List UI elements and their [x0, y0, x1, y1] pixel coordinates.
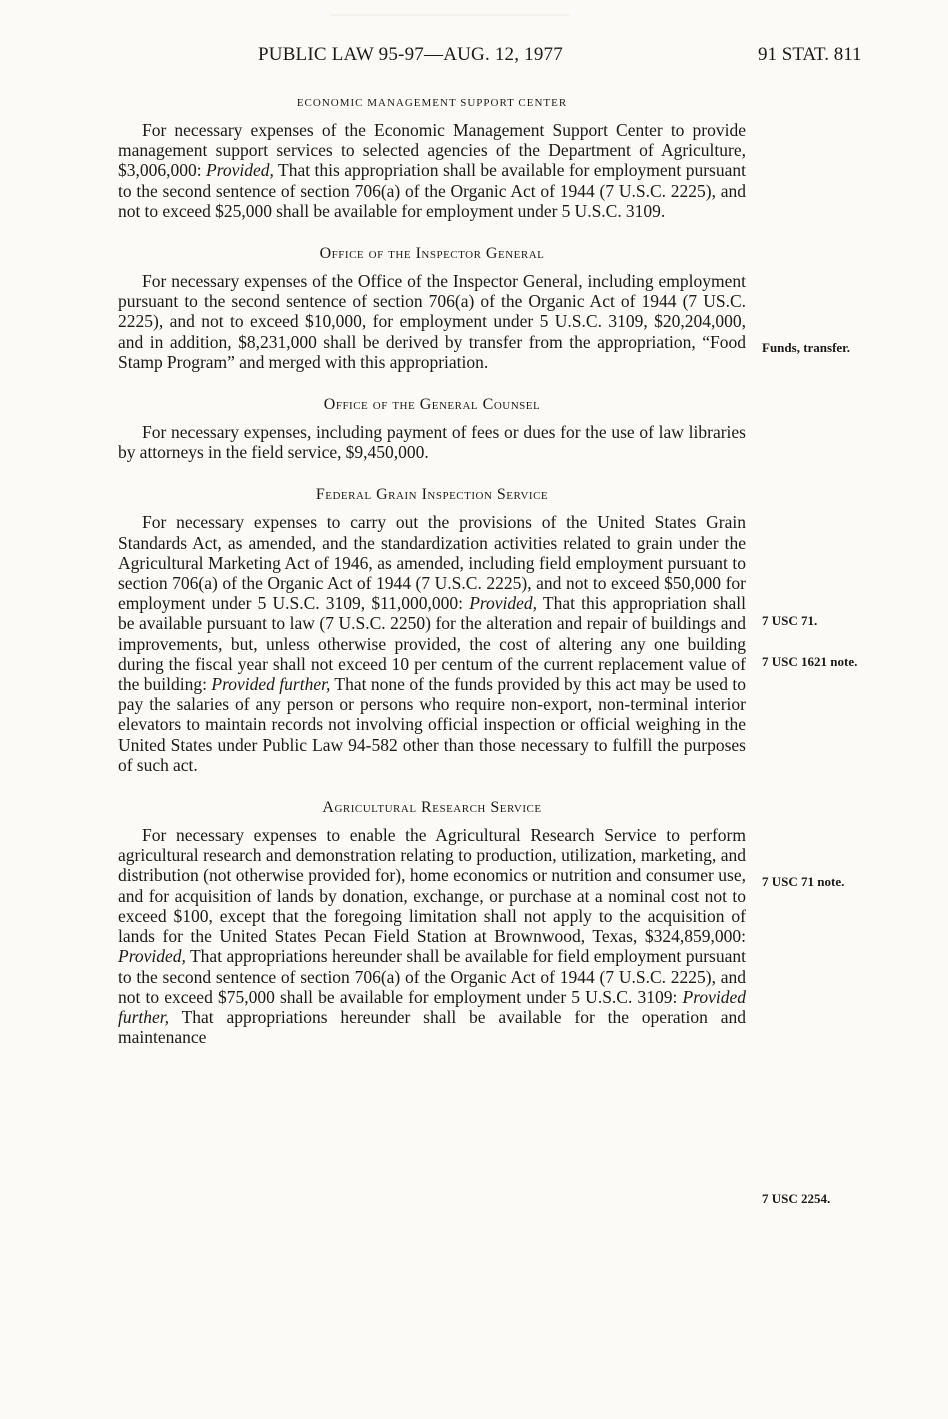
- section-body: For necessary expenses, including payment of fees or dues for the use of law libraries by attorneys in the field service, $9,450,000.: [118, 422, 746, 463]
- section-economic-management: [118, 92, 746, 221]
- section-grain-inspection: [118, 484, 746, 775]
- page-header: [0, 44, 948, 74]
- main-text-column: [118, 92, 746, 1069]
- section-body: For necessary expenses to enable the Agricultural Research Service to perform agricultural research and demonstration relating to production, utilization, marketing, and distribution (not otherwise provided for), home economics or nutrition and consumer use, and for acquisition of lands by donation, exchange, or purchase at a nominal cost not to exceed $100, except that the foregoing limitation shall not apply to the acquisition of lands for the United States Pecan Field Station at Brownwood, Texas, $324,859,000: Provided, That appropriations hereunder shall be available for field employment pursuant to the second sentence of section 706(a) of the Organic Act of 1944 (7 U.S.C. 2225), and not to exceed $75,000 shall be available for employment under 5 U.S.C. 3109: Provided further, That appropriations hereunder shall be available for the operation and maintenance: [118, 825, 746, 1048]
- section-body: For necessary expenses to carry out the provisions of the United States Grain Standards Act, as amended, and the standardization activities related to grain under the Agricultural Marketing Act of 1946, as amended, including field employment pursuant to section 706(a) of the Organic Act of 1944 (7 U.S.C. 2225), and not to exceed $50,000 for employment under 5 U.S.C. 3109, $11,000,000: Provided, That this appropriation shall be available pursuant to law (7 U.S.C. 2250) for the alteration and repair of buildings and improvements, but, unless otherwise provided, the cost of altering any one building during the fiscal year shall not exceed 10 per centum of the current replacement value of the building: Provided further, That none of the funds provided by this act may be used to pay the salaries of any person or persons who require non-export, non-terminal interior elevators to maintain records not involving official inspection or official weighing in the United States under Public Law 94-582 other than those necessary to fulfill the purposes of such act.: [118, 512, 746, 775]
- section-agricultural-research: [118, 797, 746, 1047]
- section-general-counsel: [118, 394, 746, 462]
- section-body: For necessary expenses of the Economic Management Support Center to provide management support services to selected agencies of the Department of Agriculture, $3,006,000: Provided, That this appropriation shall be available for employment pursuant to the second sentence of section 706(a) of the Organic Act of 1944 (7 U.S.C. 2225), and not to exceed $25,000 shall be available for employment under 5 U.S.C. 3109.: [118, 120, 746, 221]
- page-title: PUBLIC LAW 95-97—AUG. 12, 1977: [258, 44, 563, 65]
- margin-note-7-usc-1621: 7 USC 1621 note.: [762, 654, 858, 669]
- margin-note-funds-transfer: Funds, transfer.: [762, 340, 851, 355]
- margin-note-7-usc-71-note: 7 USC 71 note.: [762, 874, 845, 889]
- section-heading: Agricultural Research Service: [322, 799, 542, 817]
- section-heading: Office of the Inspector General: [319, 245, 545, 263]
- statute-page-number: 91 STAT. 811: [758, 44, 862, 65]
- margin-note-7-usc-71: 7 USC 71.: [762, 613, 818, 628]
- section-body: For necessary expenses of the Office of the Inspector General, including employment pursuant to the second sentence of section 706(a) of the Organic Act of 1944 (7 US.C. 2225), and not to exceed $10,000, for employment under 5 U.S.C. 3109, $20,204,000, and in addition, $8,231,000 shall be derived by transfer from the appropriation, “Food Stamp Program” and merged with this appropriation.: [118, 271, 746, 372]
- section-heading: Federal Grain Inspection Service: [315, 486, 549, 504]
- section-heading: ECONOMIC MANAGEMENT SUPPORT CENTER: [296, 97, 568, 109]
- margin-note-7-usc-2254: 7 USC 2254.: [762, 1191, 831, 1206]
- section-heading: Office of the General Counsel: [323, 396, 541, 414]
- section-inspector-general: [118, 243, 746, 372]
